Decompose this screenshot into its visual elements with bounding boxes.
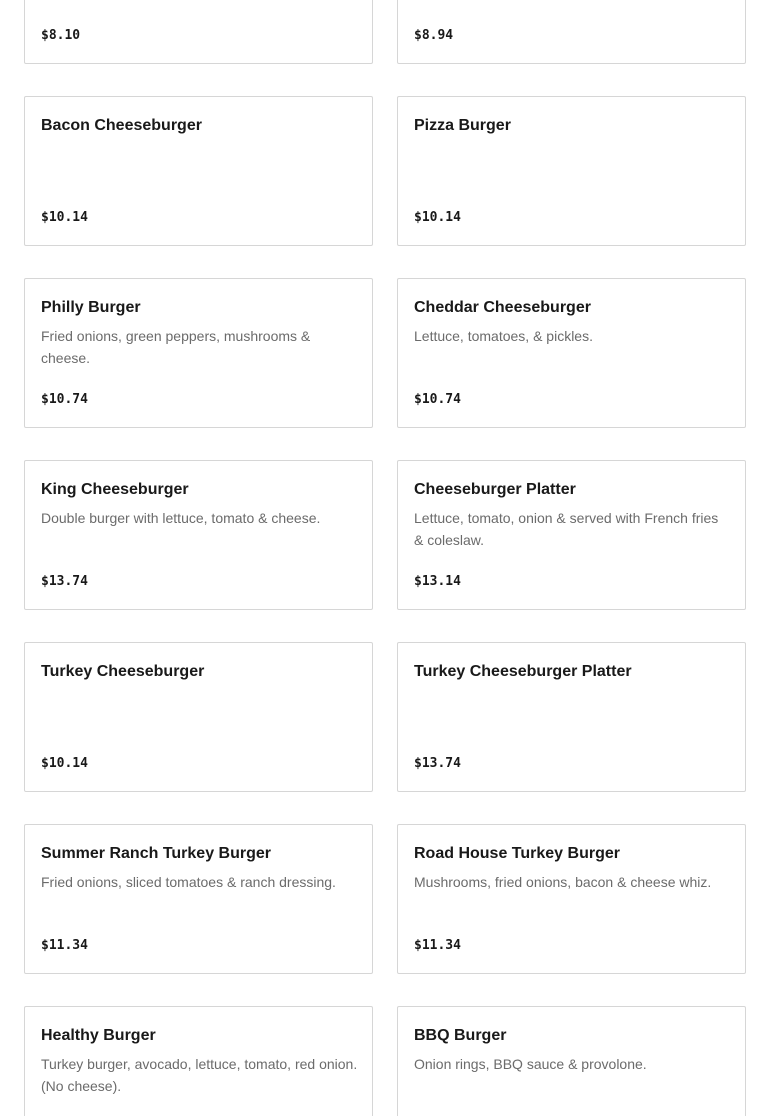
menu-item-price: $11.34 <box>414 938 461 953</box>
menu-item-name: King Cheeseburger <box>41 481 189 498</box>
menu-item-price: $10.14 <box>414 210 461 225</box>
menu-item-card[interactable] <box>24 460 373 610</box>
menu-item-name: Bacon Cheeseburger <box>41 117 202 134</box>
menu-item-description: Mushrooms, fried onions, bacon & cheese whiz. <box>414 874 712 890</box>
menu-item-price: $13.14 <box>414 574 461 589</box>
menu-item-name: BBQ Burger <box>414 1027 507 1044</box>
menu-item-price: $11.34 <box>41 938 88 953</box>
menu-item-card[interactable] <box>397 642 746 792</box>
menu-item-price: $10.74 <box>41 392 88 407</box>
menu-item-name: Turkey Cheeseburger Platter <box>414 663 632 680</box>
menu-item-card[interactable] <box>397 1006 746 1116</box>
menu-item-description: Lettuce, tomatoes, & pickles. <box>414 328 593 344</box>
menu-item-description: Double burger with lettuce, tomato & cheese. <box>41 510 321 526</box>
menu-item-name: Road House Turkey Burger <box>414 845 620 862</box>
menu-item-description: Fried onions, green peppers, mushrooms & cheese. <box>41 328 311 366</box>
menu-item-name: Pizza Burger <box>414 117 511 134</box>
menu-item-card[interactable] <box>24 642 373 792</box>
menu-item-card[interactable] <box>397 96 746 246</box>
menu-item-card[interactable] <box>24 0 373 64</box>
menu-item-card[interactable] <box>397 824 746 974</box>
menu-item-price: $10.74 <box>414 392 461 407</box>
menu-item-price: $10.14 <box>41 756 88 771</box>
menu-item-card[interactable] <box>24 96 373 246</box>
menu-item-price: $13.74 <box>414 756 461 771</box>
menu-item-name: Cheddar Cheeseburger <box>414 299 591 316</box>
menu-item-price: $8.94 <box>414 28 454 43</box>
menu-item-card[interactable] <box>397 278 746 428</box>
menu-item-name: Summer Ranch Turkey Burger <box>41 845 271 862</box>
menu-item-card[interactable] <box>24 824 373 974</box>
menu-item-card[interactable] <box>397 460 746 610</box>
menu-item-name: Cheeseburger Platter <box>414 481 576 498</box>
menu-item-card[interactable] <box>24 1006 373 1116</box>
menu-item-price: $8.10 <box>41 28 81 43</box>
menu-item-name: Turkey Cheeseburger <box>41 663 205 680</box>
menu-item-name: Healthy Burger <box>41 1027 156 1044</box>
menu-item-card[interactable] <box>397 0 746 64</box>
menu-item-description: Fried onions, sliced tomatoes & ranch dressing. <box>41 874 336 890</box>
menu-item-description: Lettuce, tomato, onion & served with French fries & coleslaw. <box>414 510 719 548</box>
menu-item-name: Philly Burger <box>41 299 141 316</box>
menu-item-price: $10.14 <box>41 210 88 225</box>
menu-items-grid <box>24 0 746 1116</box>
menu-item-description: Turkey burger, avocado, lettuce, tomato, red onion. (No cheese). <box>41 1056 358 1094</box>
menu-item-card[interactable] <box>24 278 373 428</box>
menu-item-price: $13.74 <box>41 574 88 589</box>
menu-item-description: Onion rings, BBQ sauce & provolone. <box>414 1056 647 1072</box>
